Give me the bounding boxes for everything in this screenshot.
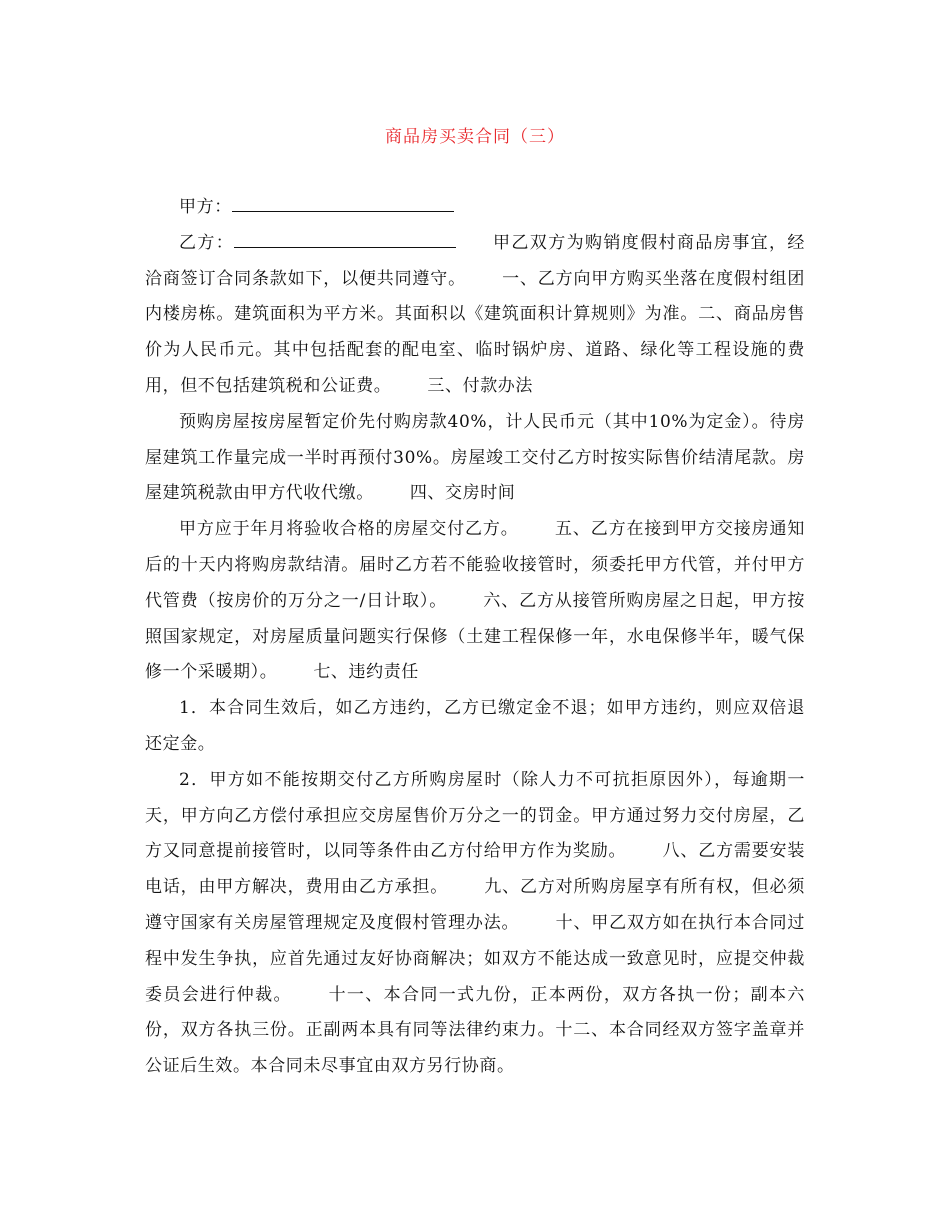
clause-7-heading: 七、违约责任 — [313, 662, 419, 683]
paragraph — [145, 763, 805, 1085]
clause-10: 十、甲乙双方如在执行本合同过程中发生争执，应首先通过友好协商解决；如双方不能达成一致意见时，应提交仲裁委员会进行仲裁。 — [145, 912, 805, 1005]
clause-preamble: 甲乙双方为购销度假村商品房事宜，经洽商签订合同条款如下，以便共同遵守。 — [145, 232, 805, 289]
clause-11: 十一、本合同一式九份，正本两份，双方各执一份；副本六份，双方各执三份。正副两本具有同等法律约束力。 — [145, 984, 805, 1041]
payment-terms: 预购房屋按房屋暂定价先付购房款40%，计人民币元（其中10%为定金）。待房屋建筑工作量完成一半时再预付30%。房屋竣工交付乙方时按实际售价结清尾款。房屋建筑税款由甲方代收代缴。 — [145, 411, 805, 504]
paragraph — [145, 226, 805, 405]
paragraph — [145, 405, 805, 512]
party-a-label: 甲方： — [179, 197, 232, 217]
document-body — [145, 190, 805, 1085]
clause-8: 八、乙方需要安装电话，由甲方解决，费用由乙方承担。 — [145, 841, 805, 898]
liability-item-1: 1．本合同生效后，如乙方违约，乙方已缴定金不退；如甲方违约，则应双倍退还定金。 — [145, 698, 805, 754]
paragraph — [145, 691, 805, 763]
document-title: 商品房买卖合同（三） — [385, 127, 565, 147]
clause-9: 九、乙方对所购房屋享有所有权，但必须遵守国家有关房屋管理规定及度假村管理办法。 — [145, 877, 805, 933]
clause-3-heading: 三、付款办法 — [427, 375, 534, 396]
party-b-blank — [234, 228, 456, 248]
party-b-label: 乙方： — [179, 232, 235, 253]
clause-5: 五、乙方在接到甲方交接房通知后的十天内将购房款结清。届时乙方若不能验收接管时，须委托甲方代管，并付甲方代管费（按房价的万分之一/日计取）。 — [145, 519, 806, 611]
paragraph — [145, 512, 805, 691]
clause-4-heading: 四、交房时间 — [409, 483, 516, 504]
clause-1: 一、乙方向甲方购买坐落在度假村组团内楼房栋。建筑面积为平方米。其面积以《建筑面积计算规则》为准。 — [145, 268, 805, 325]
party-a-blank — [232, 192, 454, 212]
party-a-line — [145, 190, 805, 226]
delivery-terms: 甲方应于年月将验收合格的房屋交付乙方。 — [179, 519, 519, 540]
liability-item-2: 2．甲方如不能按期交付乙方所购房屋时（除人力不可抗拒原因外），每逾期一天，甲方向乙方偿付承担应交房屋售价万分之一的罚金。甲方通过努力交付房屋，乙方又同意提前接管时，以同等条件由乙方付给甲方作为奖励。 — [145, 769, 805, 862]
clause-12: 十二、本合同经双方签字盖章并公证后生效。本合同未尽事宜由双方另行协商。 — [145, 1020, 805, 1077]
clause-6: 六、乙方从接管所购房屋之日起，甲方按照国家规定，对房屋质量问题实行保修（土建工程保修一年，水电保修半年，暖气保修一个采暖期）。 — [145, 590, 805, 683]
clause-2: 二、商品房售价为人民币元。其中包括配套的配电室、临时锅炉房、道路、绿化等工程设施的费用，但不包括建筑税和公证费。 — [145, 304, 805, 396]
